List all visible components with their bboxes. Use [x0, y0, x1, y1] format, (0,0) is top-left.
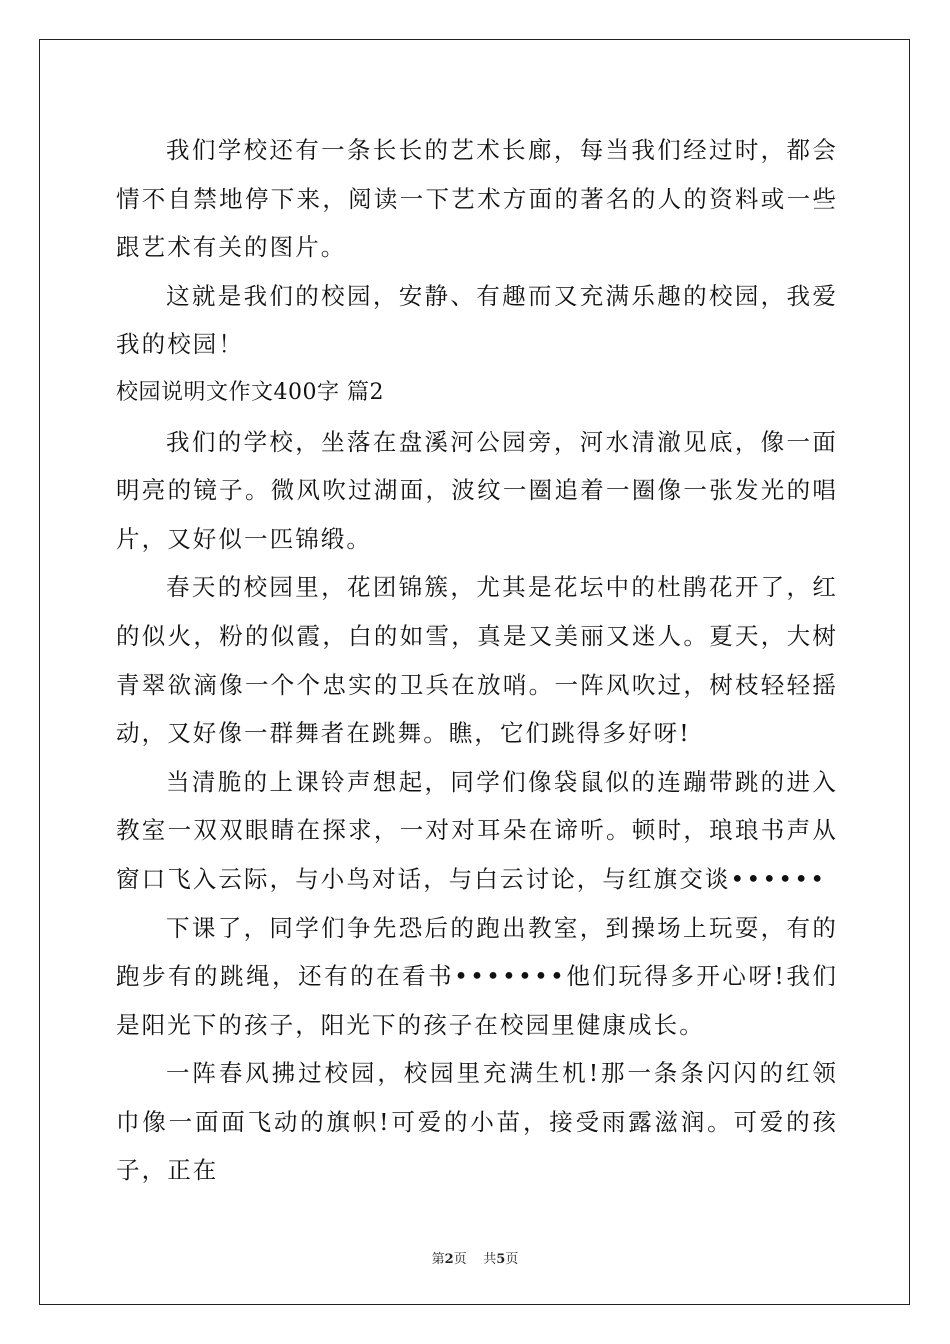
page-total: 5	[496, 1252, 506, 1267]
paragraph: 我们的学校，坐落在盘溪河公园旁，河水清澈见底，像一面明亮的镜子。微风吹过湖面，波纹一圈追着一圈像一张发光的唱片，又好似一匹锦缎。	[116, 427, 838, 553]
page-prefix: 第	[431, 1252, 445, 1267]
total-suffix: 页	[505, 1252, 519, 1267]
total-prefix: 共	[483, 1252, 497, 1267]
paragraph: 一阵春风拂过校园，校园里充满生机!那一条条闪闪的红领巾像一面面飞动的旗帜!可爱的小苗，接受雨露滋润。可爱的孩子，正在	[116, 1059, 838, 1185]
paragraph: 当清脆的上课铃声想起，同学们像袋鼠似的连蹦带跳的进入教室一双双眼睛在探求，一对对耳朵在谛听。顿时，琅琅书声从窗口飞入云际，与小鸟对话，与白云讨论，与红旗交谈••••••	[116, 767, 838, 893]
paragraph: 我们学校还有一条长长的艺术长廊，每当我们经过时，都会情不自禁地停下来，阅读一下艺术方面的著名的人的资料或一些跟艺术有关的图片。	[116, 136, 838, 262]
page-footer	[0, 1248, 950, 1267]
paragraph: 春天的校园里，花团锦簇，尤其是花坛中的杜鹃花开了，红的似火，粉的似霞，白的如雪，真是又美丽又迷人。夏天，大树青翠欲滴像一个个忠实的卫兵在放哨。一阵风吹过，树枝轻轻摇动，又好像一群舞者在跳舞。瞧，它们跳得多好呀!	[116, 573, 838, 748]
paragraph: 下课了，同学们争先恐后的跑出教室，到操场上玩耍，有的跑步有的跳绳，还有的在看书•••••••他们玩得多开心呀!我们是阳光下的孩子，阳光下的孩子在校园里健康成长。	[116, 913, 838, 1039]
paragraph: 这就是我们的校园，安静、有趣而又充满乐趣的校园，我爱我的校园！	[116, 281, 838, 359]
section-title: 校园说明文作文400字 篇2	[116, 379, 384, 405]
document-body	[116, 126, 838, 1195]
page-suffix: 页	[453, 1252, 467, 1267]
page-current: 2	[444, 1252, 454, 1267]
